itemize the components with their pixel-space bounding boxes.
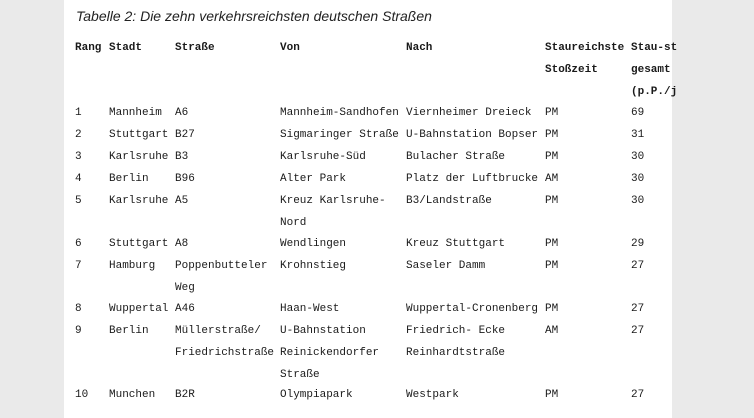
cell-stadt: Munchen	[109, 389, 156, 401]
cell-rang: 5	[75, 195, 82, 207]
cell-nach: Viernheimer Dreieck	[406, 107, 532, 119]
cell-rang: 7	[75, 260, 82, 272]
cell-staustunden: 30	[631, 173, 645, 185]
cell-staustunden: 27	[631, 260, 645, 272]
cell-stosszeit: PM	[545, 195, 559, 207]
cell-von: Haan-West	[280, 303, 340, 315]
cell-strasse: Müllerstraße/	[175, 325, 261, 337]
cell-von: Alter Park	[280, 173, 347, 185]
cell-stosszeit: PM	[545, 303, 559, 315]
cell-nach: Reinhardtstraße	[406, 347, 506, 359]
cell-von: Kreuz Karlsruhe-	[280, 195, 386, 207]
cell-stosszeit: PM	[545, 129, 559, 141]
cell-nach: Westpark	[406, 389, 459, 401]
cell-von: Wendlingen	[280, 238, 347, 250]
cell-von: Nord	[280, 217, 307, 229]
cell-von: Mannheim-Sandhofen	[280, 107, 399, 119]
document-page	[64, 0, 678, 418]
cell-von: Sigmaringer Straße	[280, 129, 399, 141]
cell-stadt: Hamburg	[109, 260, 156, 272]
cell-stadt: Mannheim	[109, 107, 162, 119]
cell-staustunden: 27	[631, 389, 645, 401]
cell-nach: B3/Landstraße	[406, 195, 492, 207]
cell-staustunden: 31	[631, 129, 645, 141]
cell-stosszeit: PM	[545, 151, 559, 163]
cell-stosszeit: PM	[545, 107, 559, 119]
cell-stadt: Karlsruhe	[109, 195, 169, 207]
cell-von: Straße	[280, 369, 320, 381]
header-stadt: Stadt	[109, 42, 143, 54]
cell-von: Reinickendorfer	[280, 347, 380, 359]
header-strasse: Straße	[175, 42, 215, 54]
cell-rang: 4	[75, 173, 82, 185]
cell-rang: 6	[75, 238, 82, 250]
header-rang: Rang	[75, 42, 102, 54]
cell-rang: 3	[75, 151, 82, 163]
cell-strasse: B27	[175, 129, 195, 141]
cell-staustunden: 69	[631, 107, 645, 119]
cell-strasse: Weg	[175, 282, 195, 294]
cell-nach: Bulacher Straße	[406, 151, 506, 163]
cell-strasse: B3	[175, 151, 189, 163]
header-von: Von	[280, 42, 300, 54]
cell-staustunden: 27	[631, 303, 645, 315]
cell-strasse: A6	[175, 107, 189, 119]
cell-stadt: Stuttgart	[109, 238, 169, 250]
cell-strasse: A8	[175, 238, 189, 250]
header-staureichste: Staureichste	[545, 42, 625, 54]
cell-stadt: Karlsruhe	[109, 151, 169, 163]
cell-von: Olympiapark	[280, 389, 353, 401]
cell-strasse: B2R	[175, 389, 195, 401]
cell-nach: Saseler Damm	[406, 260, 486, 272]
header-stosszeit: Stoßzeit	[545, 64, 598, 76]
cell-rang: 10	[75, 389, 89, 401]
cell-nach: Platz der Luftbrucke	[406, 173, 539, 185]
header-pro-person: (p.P./j	[631, 86, 678, 98]
cell-staustunden: 29	[631, 238, 645, 250]
header-staustunden: Stau-st	[631, 42, 678, 54]
cell-rang: 8	[75, 303, 82, 315]
cell-strasse: A5	[175, 195, 189, 207]
cell-rang: 9	[75, 325, 82, 337]
cell-nach: Friedrich- Ecke	[406, 325, 506, 337]
cell-staustunden: 30	[631, 151, 645, 163]
cell-stosszeit: PM	[545, 389, 559, 401]
table-caption: Tabelle 2: Die zehn verkehrsreichsten deutschen Straßen	[76, 8, 432, 24]
cell-stosszeit: AM	[545, 325, 559, 337]
cell-von: U-Bahnstation	[280, 325, 366, 337]
cell-rang: 2	[75, 129, 82, 141]
cell-stadt: Wuppertal	[109, 303, 169, 315]
cell-nach: U-Bahnstation Bopser	[406, 129, 539, 141]
cell-von: Karlsruhe-Süd	[280, 151, 366, 163]
cell-staustunden: 30	[631, 195, 645, 207]
cell-stadt: Berlin	[109, 173, 149, 185]
cell-von: Krohnstieg	[280, 260, 347, 272]
cell-strasse: Poppenbutteler	[175, 260, 268, 272]
cell-strasse: Friedrichstraße	[175, 347, 275, 359]
header-nach: Nach	[406, 42, 433, 54]
cell-nach: Kreuz Stuttgart	[406, 238, 506, 250]
header-gesamt: gesamt	[631, 64, 671, 76]
cell-rang: 1	[75, 107, 82, 119]
cell-staustunden: 27	[631, 325, 645, 337]
cell-stosszeit: AM	[545, 173, 559, 185]
cell-strasse: A46	[175, 303, 195, 315]
cell-strasse: B96	[175, 173, 195, 185]
cell-stadt: Berlin	[109, 325, 149, 337]
cell-stadt: Stuttgart	[109, 129, 169, 141]
cell-stosszeit: PM	[545, 238, 559, 250]
cell-nach: Wuppertal-Cronenberg	[406, 303, 539, 315]
cell-stosszeit: PM	[545, 260, 559, 272]
